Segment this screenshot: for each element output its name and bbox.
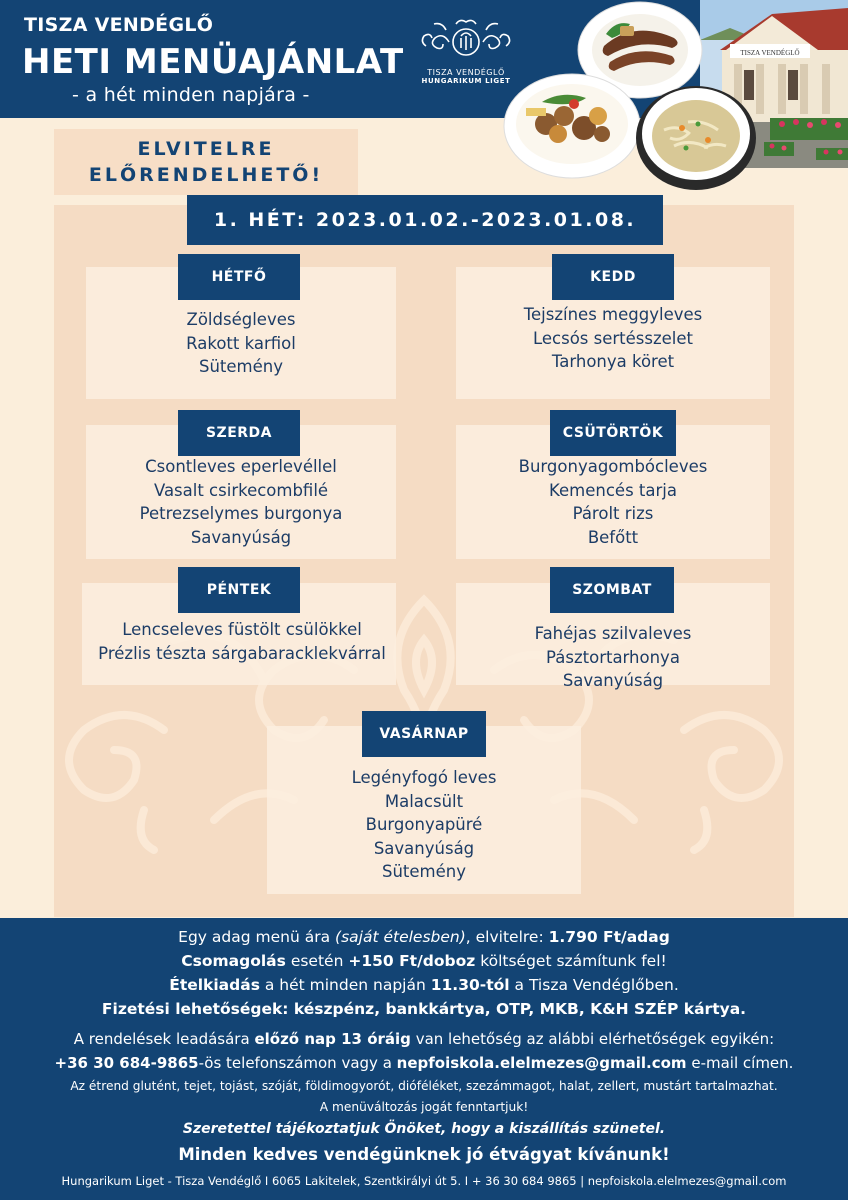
stew-plate-photo (502, 72, 642, 182)
packaging-info: Csomagolás esetén +150 Ft/doboz költséget számítunk fel! (181, 952, 667, 970)
dish-list-tuesday (456, 303, 770, 374)
dish-item: Petrezselymes burgonya (139, 504, 343, 523)
contact-info: +36 30 684-9865-ös telefonszámon vagy a nepfoiskola.elelmezes@gmail.com e-mail címen. (54, 1054, 794, 1072)
email-link[interactable]: nepfoiskola.elelmezes@gmail.com (396, 1054, 687, 1072)
venue-name: TISZA VENDÉGLŐ (24, 14, 214, 36)
order-deadline: A rendelések leadására előző nap 13 óráig van lehetőség az alábbi elérhetőségek egyikén: (73, 1030, 775, 1048)
dish-item: Malacsült (384, 791, 464, 811)
logo-text: TISZA VENDÉGLŐ (427, 68, 505, 77)
dish-item: Lencseleves füstölt csülökkel (122, 620, 362, 639)
svg-text:TISZA VENDÉGLŐ: TISZA VENDÉGLŐ (740, 49, 800, 57)
dish-item: Fahéjas szilvaleves (534, 624, 692, 643)
day-label-friday: PÉNTEK (178, 567, 300, 613)
takeaway-line-1: ELVITELRE (137, 138, 275, 160)
logo-subtext: HUNGARIKUM LIGET (421, 77, 511, 85)
dish-item: Prézlis tészta sárgabaracklekvárral (98, 643, 386, 663)
greeting: Minden kedves vendégünknek jó étvágyat kívánunk! (178, 1145, 670, 1164)
day-label-thursday: CSÜTÖRTÖK (550, 410, 676, 456)
dish-item: Vasalt csirkecombfilé (153, 480, 329, 500)
dish-item: Rakott karfiol (186, 333, 296, 353)
dish-item: Pásztortarhonya (546, 647, 680, 667)
phone-number[interactable]: +36 30 684-9865 (54, 1054, 199, 1072)
dish-item: Kemencés tarja (549, 480, 677, 500)
page-title: HETI MENÜAJÁNLAT (22, 42, 404, 82)
dish-list-thursday (456, 455, 770, 549)
dish-item: Tarhonya köret (551, 352, 675, 371)
serving-info: Ételkiadás a hét minden napján 11.30-tól a Tisza Vendéglőben. (169, 976, 679, 994)
dish-list-wednesday (86, 455, 396, 549)
dish-item: Zöldségleves (186, 310, 296, 329)
address-line: Hungarikum Liget - Tisza Vendéglő I 6065 Lakitelek, Szentkirályi út 5. I + 36 30 684 9865 | nepfoiskola.elelmezes@gmail.com (61, 1174, 787, 1188)
dish-item: Savanyúság (190, 527, 292, 547)
rights-notice: A menüváltozás jogát fenntartjuk! (319, 1100, 529, 1114)
dish-item: Savanyúság (562, 671, 664, 690)
dish-item: Tejszínes meggyleves (523, 305, 703, 324)
week-date-range: 1. HÉT: 2023.01.02.-2023.01.08. (187, 195, 663, 245)
dish-item: Párolt rizs (572, 504, 654, 523)
dish-list-saturday (456, 622, 770, 693)
dish-item: Savanyúság (373, 838, 475, 858)
delivery-notice: Szeretettel tájékoztatjuk Önöket, hogy a kiszállítás szünetel. (182, 1121, 666, 1137)
dish-item: Csontleves eperlevéllel (145, 457, 337, 476)
takeaway-banner (54, 129, 358, 195)
dish-item: Sütemény (199, 357, 283, 376)
dish-item: Lecsós sertésszelet (532, 328, 694, 348)
page-subtitle: - a hét minden napjára - (72, 84, 310, 106)
dish-item: Legényfogó leves (351, 768, 497, 787)
dish-item: Befőtt (587, 527, 639, 547)
dish-item: Burgonyapüré (365, 815, 483, 834)
day-label-tuesday: KEDD (552, 254, 674, 300)
ornament-logo-icon (416, 16, 516, 66)
day-label-saturday: SZOMBAT (550, 567, 674, 613)
day-label-wednesday: SZERDA (178, 410, 300, 456)
payment-options: Fizetési lehetőségek: készpénz, bankkártya, OTP, MKB, K&H SZÉP kártya. (101, 1000, 747, 1018)
soup-bowl-photo (634, 82, 758, 192)
allergen-notice: Az étrend glutént, tejet, tojást, szóját, földimogyorót, dióféléket, szezámmagot, halat, zellert, mustárt tartalmazhat. (70, 1079, 778, 1093)
dish-list-sunday (267, 766, 581, 884)
dish-item: Sütemény (382, 862, 466, 881)
dish-list-monday (86, 308, 396, 379)
dish-list-friday (82, 618, 402, 665)
price-info: Egy adag menü ára (saját ételesben), elvitelre: 1.790 Ft/adag (178, 928, 670, 946)
day-label-sunday: VASÁRNAP (362, 711, 486, 757)
day-label-monday: HÉTFŐ (178, 254, 300, 300)
footer-info (0, 918, 848, 1200)
takeaway-line-2: ELŐRENDELHETŐ! (88, 164, 324, 186)
dish-item: Burgonyagombócleves (518, 457, 708, 476)
